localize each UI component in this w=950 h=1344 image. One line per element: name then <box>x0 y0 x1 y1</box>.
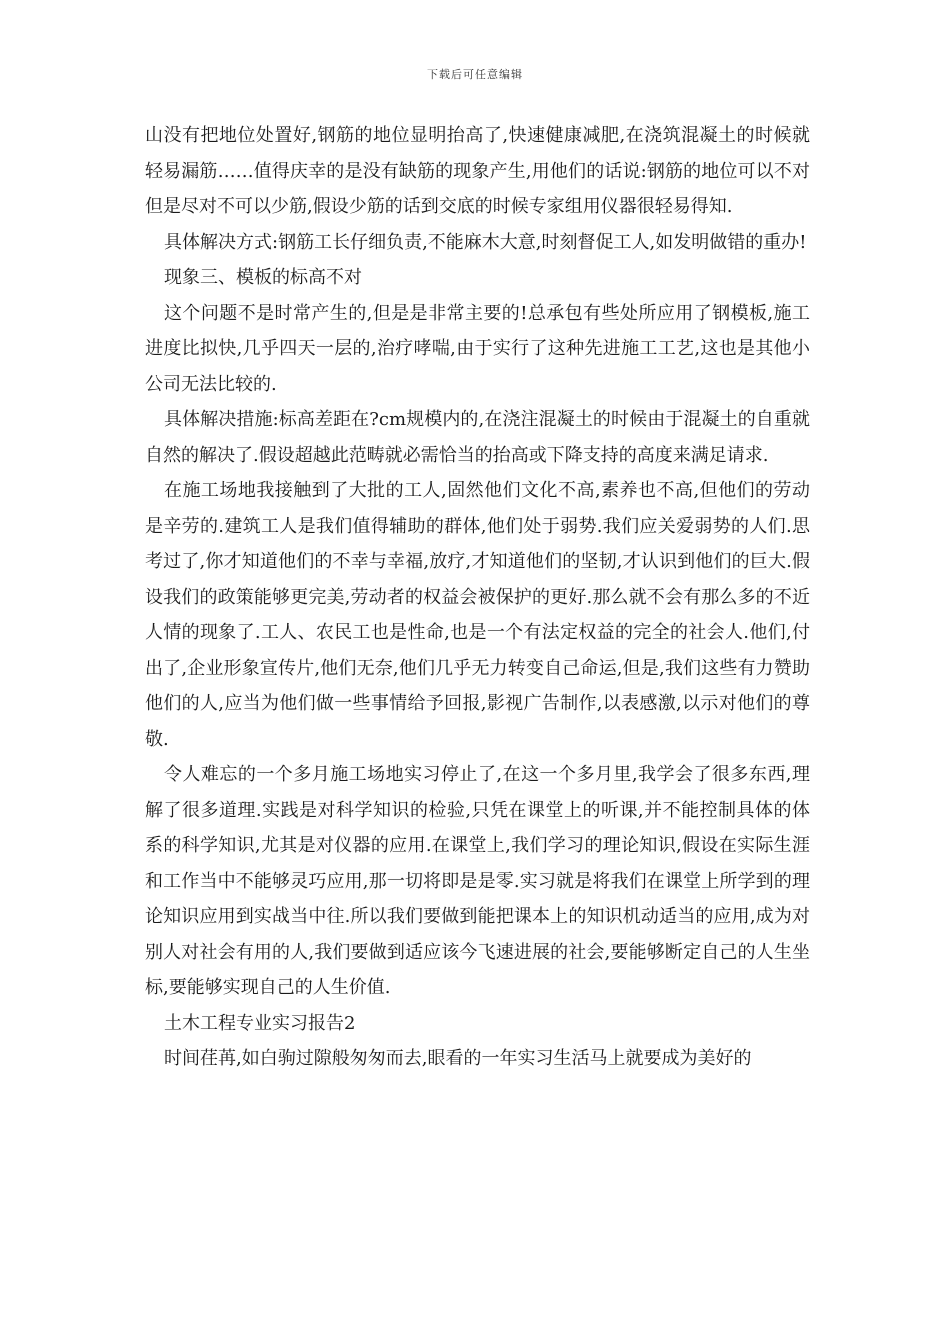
paragraph-9: 时间荏苒,如白驹过隙般匆匆而去,眼看的一年实习生活马上就要成为美好的 <box>164 1048 752 1069</box>
paragraph-5: 具体解决措施:标高差距在?cm规模内的,在浇注混凝土的时候由于混凝土的自重就自然的解决了.假设超越此范畴就必需恰当的抬高或下降支持的高度来满足请求. <box>145 409 810 466</box>
paragraph-2: 具体解决方式:钢筋工长仔细负责,不能麻木大意,时刻督促工人,如发明做错的重办! <box>164 231 807 253</box>
paragraph-1: 山没有把地位处置好,钢筋的地位显明抬高了,快速健康减肥,在浇筑混凝土的时候就轻易漏筋……值得庆幸的是没有缺筋的现象产生,用他们的话说:钢筋的地位可以不对但是尽对不可以少筋,假设少筋的话到交底的时候专家组用仪器很轻易得知. <box>145 125 810 217</box>
page-header-note: 下载后可任意编辑 <box>427 68 523 81</box>
section-heading-3: 现象三、模板的标高不对 <box>164 267 362 288</box>
document-body <box>145 118 810 1077</box>
paragraph-6: 在施工场地我接触到了大批的工人,固然他们文化不高,素养也不高,但他们的劳动是辛劳的.建筑工人是我们值得辅助的群体,他们处于弱势.我们应关爱弱势的人们.思考过了,你才知道他们的不幸与幸福,放疗,才知道他们的坚韧,才认识到他们的巨大.假设我们的政策能够更完美,劳动者的权益会被保护的更好.那么就不会有那么多的不近人情的现象了.工人、农民工也是性命,也是一个有法定权益的完全的社会人.他们,付出了,企业形象宣传片,他们无奈,他们几乎无力转变自己命运,但是,我们这些有力赞助他们的人,应当为他们做一些事情给予回报,影视广告制作,以表感激,以示对他们的尊敬. <box>145 480 810 750</box>
report-title-2: 土木工程专业实习报告2 <box>164 1012 356 1034</box>
paragraph-7: 令人难忘的一个多月施工场地实习停止了,在这一个多月里,我学会了很多东西,理解了很多道理.实践是对科学知识的检验,只凭在课堂上的听课,并不能控制具体的体系的科学知识,尤其是对仪器的应用.在课堂上,我们学习的理论知识,假设在实际生涯和工作当中不能够灵巧应用,那一切将即是是零.实习就是将我们在课堂上所学到的理论知识应用到实战当中往.所以我们要做到能把课本上的知识机动适当的应用,成为对别人对社会有用的人,我们要做到适应该今飞速进展的社会,要能够断定自己的人生坐标,要能够实现自己的人生价值. <box>145 764 810 998</box>
paragraph-4: 这个问题不是时常产生的,但是是非常主要的!总承包有些处所应用了钢模板,施工进度比拟快,几乎四天一层的,治疗哮喘,由于实行了这种先进施工工艺,这也是其他小公司无法比较的. <box>145 302 810 395</box>
